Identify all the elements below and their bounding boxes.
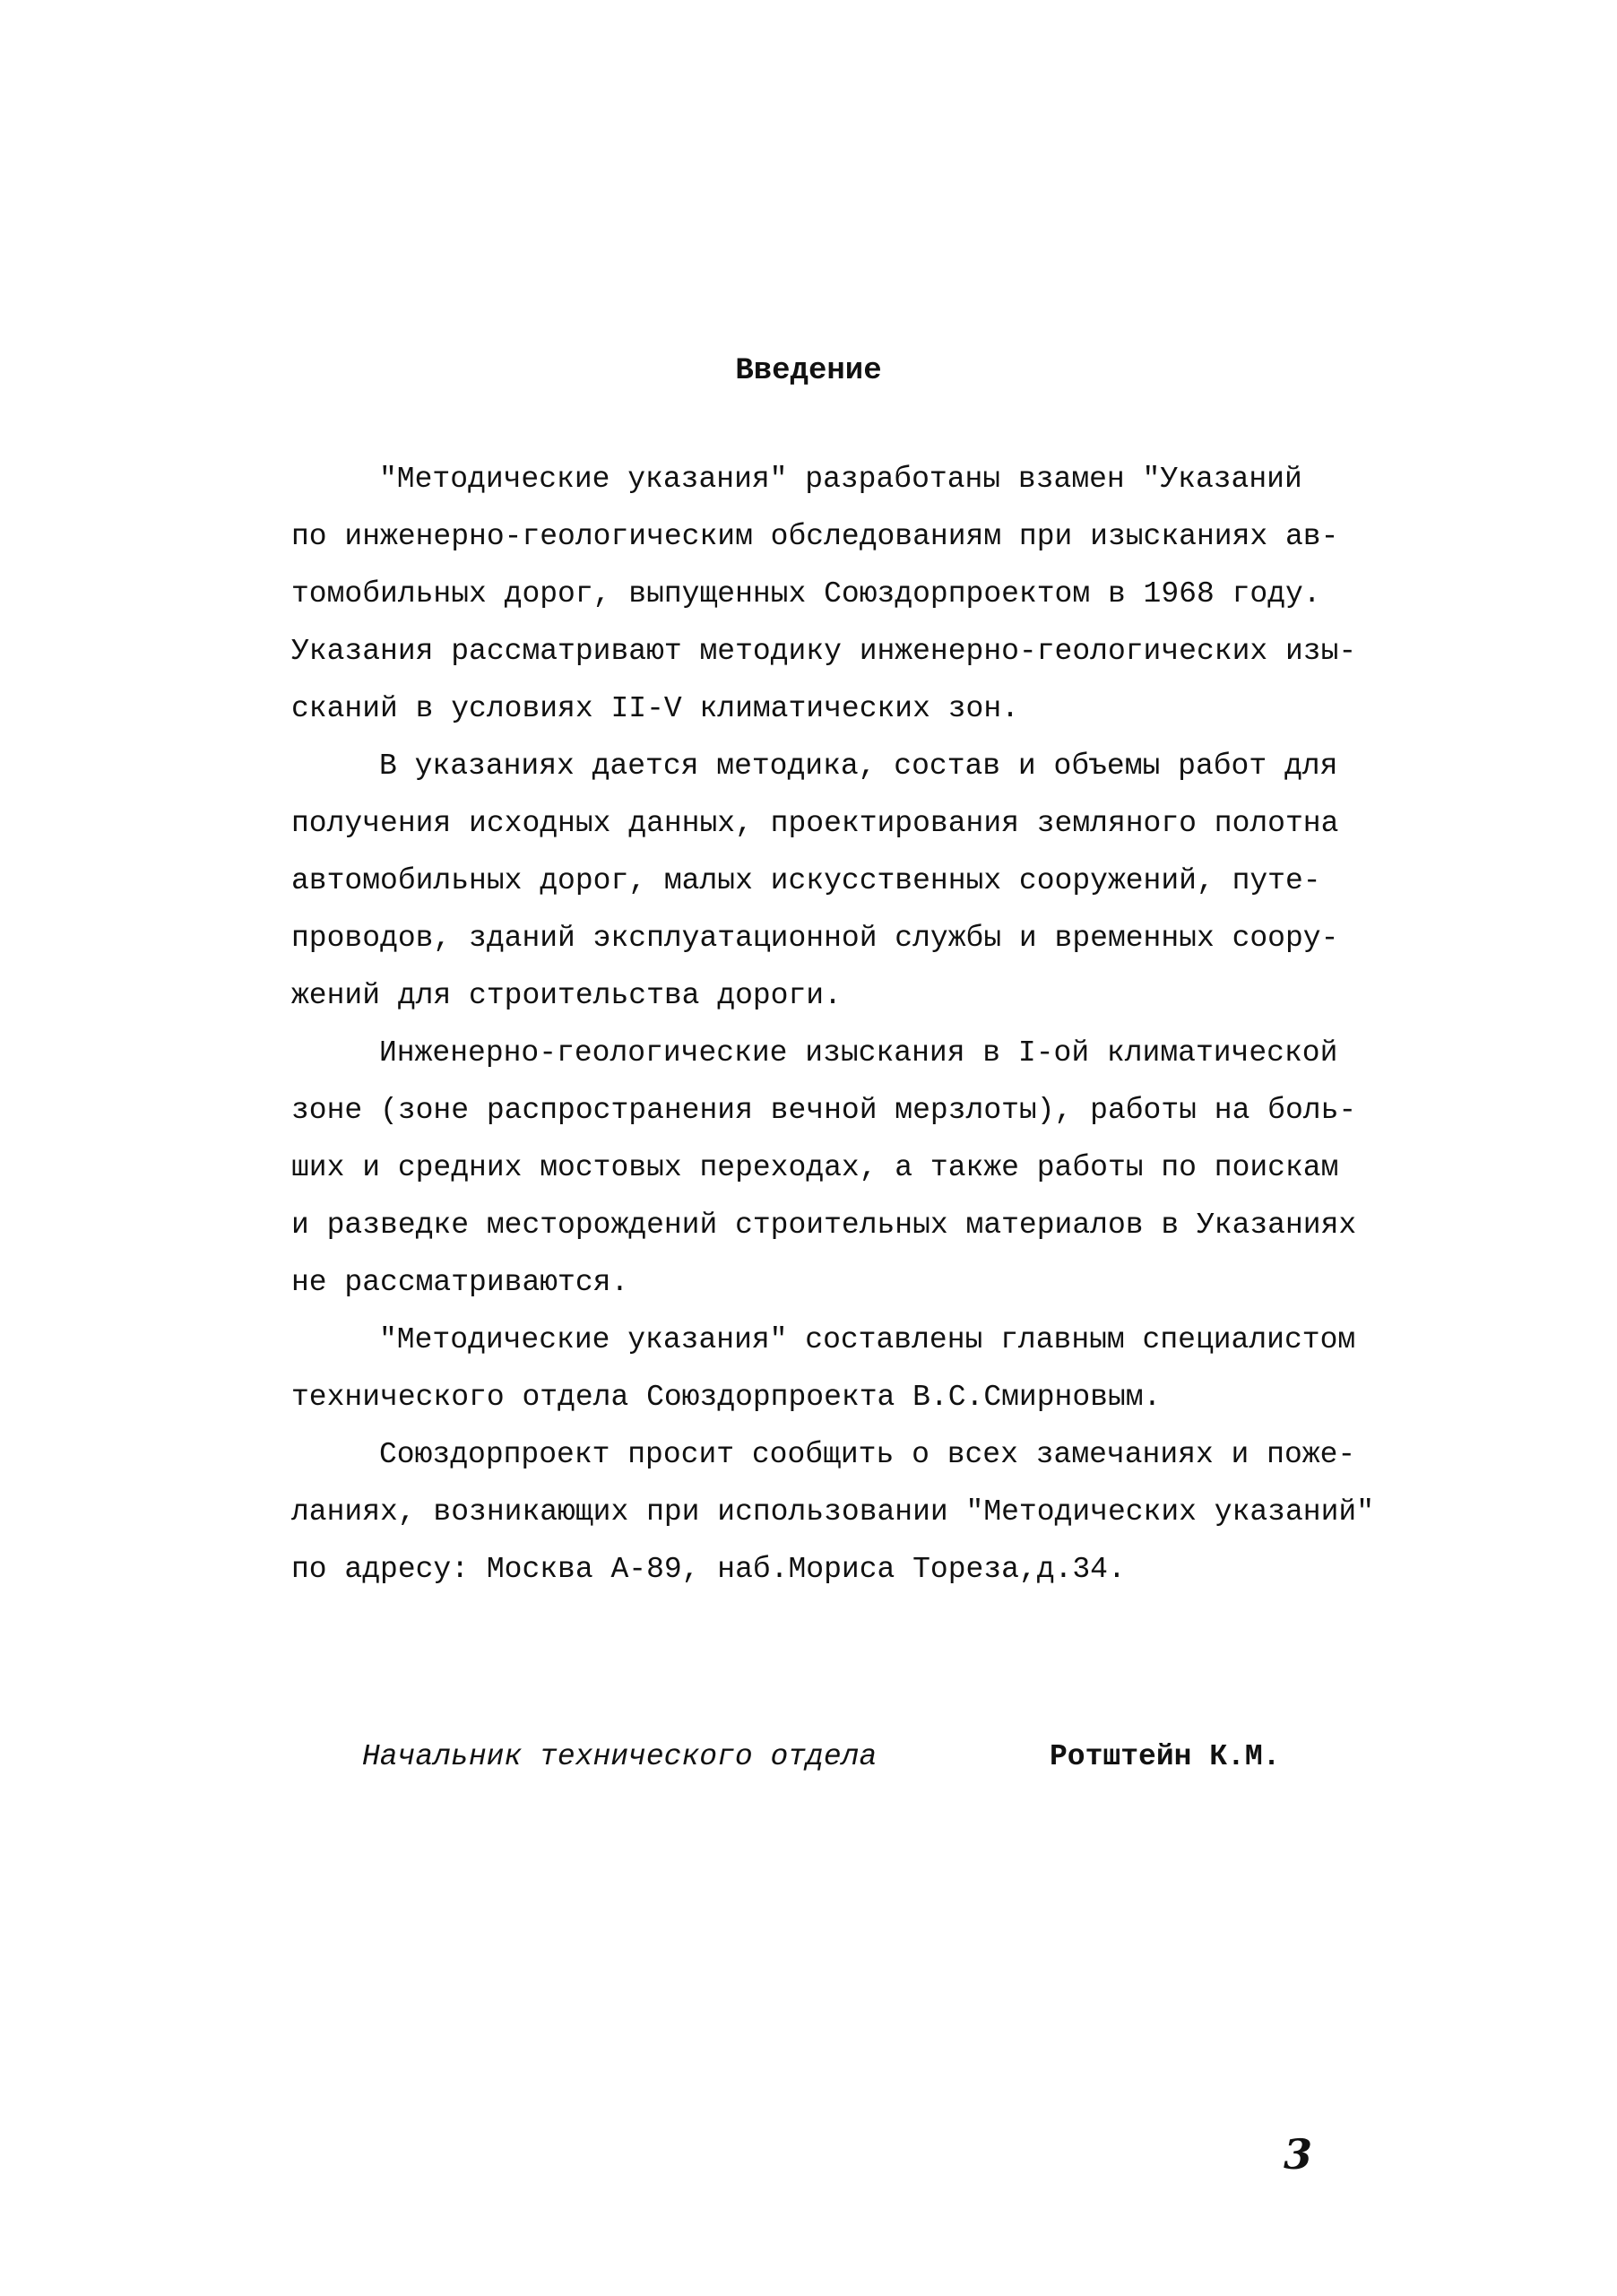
text-line: зоне (зоне распространения вечной мерзлоты), работы на боль- xyxy=(291,1094,1357,1127)
text-line: Союздорпроект просит сообщить о всех замечаниях и поже- xyxy=(379,1438,1356,1471)
text-line: не рассматриваются. xyxy=(291,1266,629,1299)
text-line: ших и средних мостовых переходах, а также работы по поискам xyxy=(291,1151,1339,1184)
text-line: Инженерно-геологические изыскания в I-ой климатической xyxy=(379,1036,1338,1070)
page-number: 3 xyxy=(1284,2130,1313,2179)
text-line: жений для строительства дороги. xyxy=(291,979,842,1012)
text-line: ланиях, возникающих при использовании "Методических указаний" xyxy=(291,1495,1374,1529)
paragraph-exclusions xyxy=(291,1025,1546,1312)
text-line: автомобильных дорог, малых искусственных сооружений, путе- xyxy=(291,864,1321,897)
text-line: по инженерно-геологическим обследованиям при изысканиях ав- xyxy=(291,520,1339,553)
paragraph-author xyxy=(291,1312,1546,1426)
text-line: сканий в условиях II-V климатических зон. xyxy=(291,692,1019,725)
text-line: Указания рассматривают методику инженерно-геологических изы- xyxy=(291,635,1357,668)
signature-title: Начальник технического отдела xyxy=(362,1740,878,1773)
text-line: и разведке месторождений строительных материалов в Указаниях xyxy=(291,1209,1357,1242)
paragraph-feedback xyxy=(291,1426,1546,1599)
text-line: по адресу: Москва А-89, наб.Мориса Тореза,д.34. xyxy=(291,1553,1126,1586)
text-line: В указаниях дается методика, состав и объемы работ для xyxy=(379,749,1338,783)
text-line: "Методические указания" разработаны взамен "Указаний xyxy=(379,463,1302,496)
paragraph-scope xyxy=(291,738,1546,1025)
text-line: томобильных дорог, выпущенных Союздорпроектом в 1968 году. xyxy=(291,577,1321,611)
paragraph-intro xyxy=(291,451,1546,738)
signature-name: Ротштейн К.М. xyxy=(1050,1740,1281,1773)
document-heading: Введение xyxy=(735,354,882,388)
text-line: "Методические указания" составлены главным специалистом xyxy=(379,1323,1356,1356)
document-body xyxy=(291,451,1546,1599)
text-line: получения исходных данных, проектирования земляного полотна xyxy=(291,807,1339,840)
text-line: проводов, зданий эксплуатационной службы и временных соору- xyxy=(291,922,1339,955)
text-line: технического отдела Союздорпроекта В.С.Смирновым. xyxy=(291,1381,1162,1414)
